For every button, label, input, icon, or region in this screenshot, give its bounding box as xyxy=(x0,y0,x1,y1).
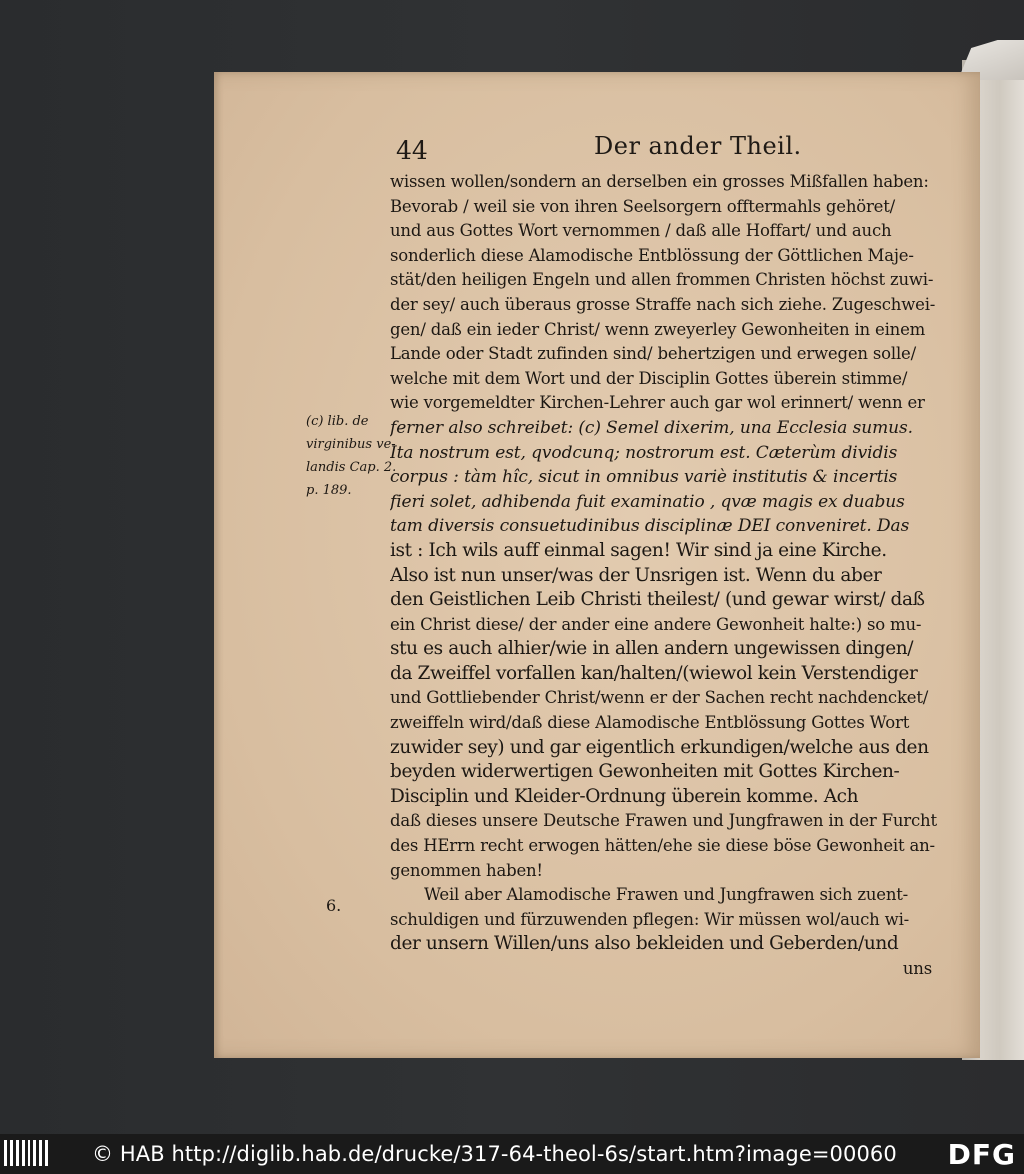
text-line: der sey/ auch überaus grosse Straffe nach sich ziehe. Zugeschwei- xyxy=(390,294,936,314)
text-line: genommen haben! xyxy=(390,860,543,880)
dfg-logo: DFG xyxy=(947,1138,1016,1171)
text-line: und Gottliebender Christ/wenn er der Sachen recht nachdencket/ xyxy=(390,688,929,708)
barcode-icon xyxy=(4,1140,48,1166)
text-line: gen/ daß ein ieder Christ/ wenn zweyerley Gewonheiten in einem xyxy=(390,319,926,339)
text-line: ferner also schreibet: (c) Semel dixerim, una Ecclesia sumus. xyxy=(390,417,913,438)
text-line: wie vorgemeldter Kirchen-Lehrer auch gar wol erinnert/ wenn er xyxy=(390,393,925,413)
margin-note-line: virginibus ve- xyxy=(306,437,396,452)
body-text xyxy=(390,170,942,982)
margin-number: 6. xyxy=(326,896,342,915)
text-line: der unsern Willen/uns also bekleiden und Geberden/und xyxy=(390,933,899,955)
copyright-url[interactable]: © HAB http://diglib.hab.de/drucke/317-64-theol-6s/start.htm?image=00060 xyxy=(92,1142,897,1166)
footer-bar xyxy=(0,1134,1024,1174)
text-line: den Geistlichen Leib Christi theilest/ (und gewar wirst/ daß xyxy=(390,589,925,611)
text-line: ist : Ich wils auff einmal sagen! Wir sind ja eine Kirche. xyxy=(390,539,887,561)
text-line: fieri solet, adhibenda fuit examinatio , qvæ magis ex duabus xyxy=(390,491,905,512)
margin-note-line: landis Cap. 2. xyxy=(306,460,397,475)
text-line: stu es auch alhier/wie in allen andern ungewissen dingen/ xyxy=(390,638,914,660)
text-line: da Zweiffel vorfallen kan/halten/(wiewol kein Verstendiger xyxy=(390,662,918,684)
text-line: tam diversis consuetudinibus disciplinæ DEI conveniret. Das xyxy=(390,516,910,537)
text-line: sonderlich diese Alamodische Entblössung der Göttlichen Maje- xyxy=(390,245,914,265)
text-line: Bevorab / weil sie von ihren Seelsorgern offtermahls gehöret/ xyxy=(390,196,896,216)
text-line: ein Christ diese/ der ander eine andere Gewonheit halte:) so mu- xyxy=(390,614,922,634)
page-number: 44 xyxy=(396,136,428,165)
text-line: corpus : tàm hîc, sicut in omnibus variè institutis & incertis xyxy=(390,467,898,488)
text-line: welche mit dem Wort und der Disciplin Gottes überein stimme/ xyxy=(390,368,908,388)
text-line: beyden widerwertigen Gewonheiten mit Gottes Kirchen- xyxy=(390,761,900,783)
margin-note-line: (c) lib. de xyxy=(306,414,369,429)
text-line: Weil aber Alamodische Frawen und Jungfrawen sich zuent- xyxy=(424,885,909,905)
margin-note-line: p. 189. xyxy=(306,483,352,498)
running-head: Der ander Theil. xyxy=(594,132,802,160)
text-line: wissen wollen/sondern an derselben ein grosses Mißfallen haben: xyxy=(390,172,929,191)
text-line: Also ist nun unser/was der Unsrigen ist. Wenn du aber xyxy=(390,564,882,586)
text-line: Ita nostrum est, qvodcunq; nostrorum est. Cæterùm dividis xyxy=(390,442,898,463)
text-line: Disciplin und Kleider-Ordnung überein komme. Ach xyxy=(390,785,859,807)
text-line: und aus Gottes Wort vernommen / daß alle Hoffart/ und auch xyxy=(390,221,892,241)
text-line: schuldigen und fürzuwenden pflegen: Wir müssen wol/auch wi- xyxy=(390,909,910,929)
text-line: daß dieses unsere Deutsche Frawen und Jungfrawen in der Furcht xyxy=(390,811,937,831)
text-line: uns xyxy=(902,959,932,978)
margin-note xyxy=(306,410,398,502)
text-line: stät/den heiligen Engeln und allen frommen Christen höchst zuwi- xyxy=(390,270,934,290)
text-line: zweiffeln wird/daß diese Alamodische Entblössung Gottes Wort xyxy=(390,713,910,733)
text-line: des HErrn recht erwogen hätten/ehe sie diese böse Gewonheit an- xyxy=(390,836,935,856)
text-line: zuwider sey) und gar eigentlich erkundigen/welche aus den xyxy=(390,736,929,758)
text-line: Lande oder Stadt zufinden sind/ behertzigen und erwegen solle/ xyxy=(390,344,916,364)
